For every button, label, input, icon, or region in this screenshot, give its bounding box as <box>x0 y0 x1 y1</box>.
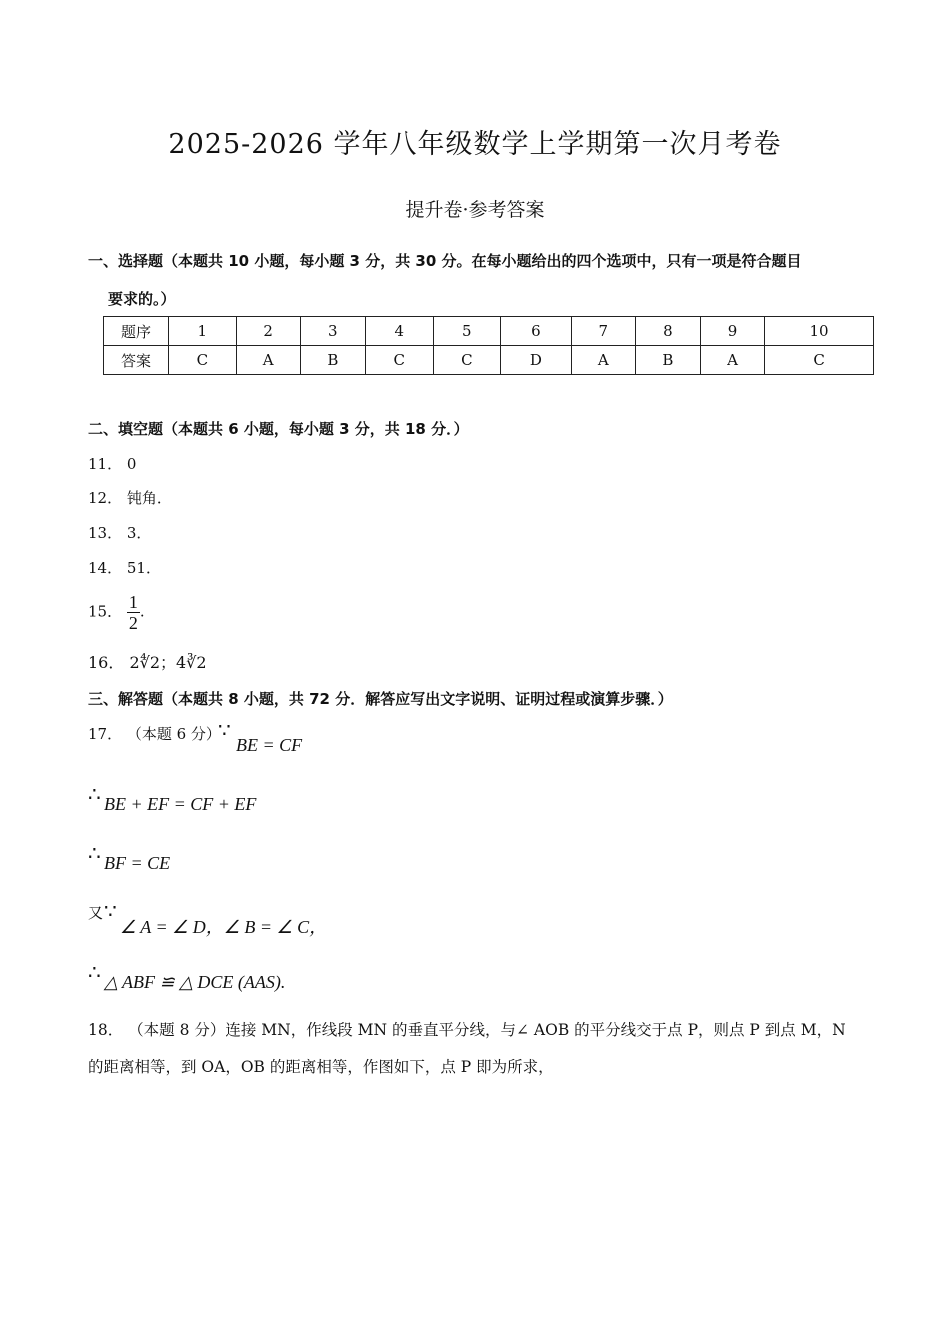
q17-step3: BF = CE <box>104 853 171 873</box>
table-cell: C <box>433 346 501 375</box>
table-cell: A <box>236 346 300 375</box>
table-cell: C <box>169 346 237 375</box>
because-symbol: ∵ <box>104 899 117 923</box>
fraction <box>127 592 140 633</box>
table-cell: 8 <box>635 317 700 346</box>
therefore-symbol: ∴ <box>88 841 101 865</box>
you-label: 又 <box>88 904 104 922</box>
table-header-cell: 答案 <box>104 346 169 375</box>
answer-16-coef-a: 2 <box>129 653 140 672</box>
table-header-cell: 题序 <box>104 317 169 346</box>
answer-16 <box>88 650 207 673</box>
table-cell: 3 <box>300 317 365 346</box>
answer-16-radical-a: ∜2 <box>139 653 161 672</box>
q17-step1: BE = CF <box>236 735 303 755</box>
answer-16-label: 16． <box>88 653 125 672</box>
q18-line1: 18． （本题 8 分）连接 MN，作线段 MN 的垂直平分线，与∠ AOB 的平分线交于点 P，则点 P 到点 M，N <box>88 1021 846 1039</box>
table-cell: 6 <box>501 317 572 346</box>
answer-16-coef-b: 4 <box>176 653 187 672</box>
section3-heading: 三、解答题（本题共 8 小题，共 72 分．解答应写出文字说明、证明过程或演算步骤．） <box>88 690 673 708</box>
table-cell: B <box>635 346 700 375</box>
answer-14: 14． 51． <box>88 559 161 577</box>
table-cell: 7 <box>571 317 635 346</box>
table-row <box>104 317 874 346</box>
table-cell: C <box>765 346 874 375</box>
section1-heading: 一、选择题（本题共 10 小题，每小题 3 分，共 30 分。在每小题给出的四个选项中，只有一项是符合题目 <box>88 252 802 270</box>
table-cell: B <box>300 346 365 375</box>
page-subtitle: 提升卷·参考答案 <box>405 199 545 221</box>
therefore-symbol: ∴ <box>88 782 101 806</box>
answer-15-tail: . <box>139 602 145 621</box>
q18-line2: 的距离相等，到 OA，OB 的距离相等，作图如下，点 P 即为所求， <box>88 1058 554 1076</box>
q17-label: 17． （本题 6 分） <box>88 725 221 743</box>
fraction-denominator: 2 <box>128 613 138 633</box>
answer-12: 12． 钝角． <box>88 489 172 507</box>
q17-step4: ∠ A = ∠ D，∠ B = ∠ C， <box>120 917 328 937</box>
table-cell: A <box>700 346 764 375</box>
table-cell: 4 <box>365 317 433 346</box>
table-cell: 10 <box>765 317 874 346</box>
answer-15-label: 15． <box>88 602 123 621</box>
answer-15 <box>88 592 145 633</box>
table-cell: C <box>365 346 433 375</box>
page-title: 2025-2026 学年八年级数学上学期第一次月考卷 <box>168 129 782 160</box>
table-cell: 2 <box>236 317 300 346</box>
table-cell: 5 <box>433 317 501 346</box>
q17-step5: △ ABF ≌ △ DCE (AAS). <box>104 972 286 992</box>
table-cell: 9 <box>700 317 764 346</box>
section2-heading: 二、填空题（本题共 6 小题，每小题 3 分，共 18 分．） <box>88 420 469 438</box>
q17-step2: BE + EF = CF + EF <box>104 794 257 814</box>
answer-13: 13． 3． <box>88 524 152 542</box>
section1-heading-cont: 要求的。） <box>108 290 176 308</box>
answer-16-separator: ； <box>160 653 177 672</box>
answer-16-radical-b: ∛2 <box>186 653 207 672</box>
because-symbol: ∵ <box>218 718 231 742</box>
fraction-numerator: 1 <box>128 592 138 612</box>
table-row <box>104 346 874 375</box>
answer-table <box>103 316 874 375</box>
table-cell: A <box>571 346 635 375</box>
answer-11: 11． 0 <box>88 455 137 473</box>
therefore-symbol: ∴ <box>88 960 101 984</box>
table-cell: 1 <box>169 317 237 346</box>
table-cell: D <box>501 346 572 375</box>
